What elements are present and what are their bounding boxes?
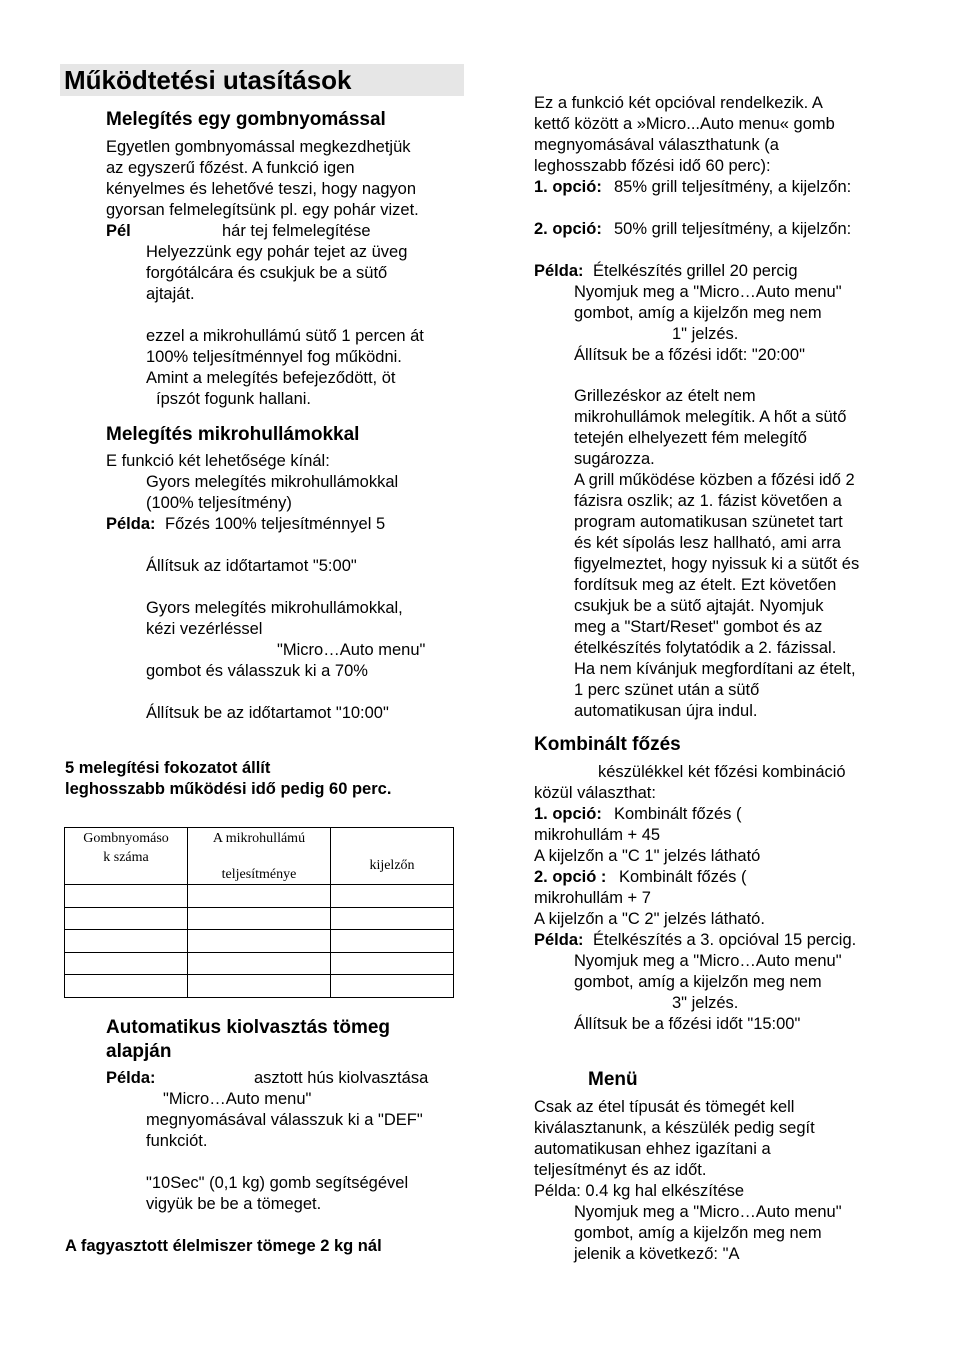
paragraph-line: kényelmes és lehetővé teszi, hogy nagyon bbox=[106, 180, 417, 198]
option-label: 1. opció: bbox=[534, 178, 602, 196]
table-cell bbox=[331, 930, 454, 953]
note-line: A fagyasztott élelmiszer tömege 2 kg nál bbox=[65, 1237, 382, 1255]
paragraph-line: mikrohullám + 45 bbox=[534, 826, 661, 844]
example-label: Példa: bbox=[534, 931, 584, 949]
note-line: 5 melegítési fokozatot állít bbox=[65, 759, 271, 777]
paragraph-line: Állítsuk be a főzési időt "15:00" bbox=[574, 1015, 801, 1033]
table-cell bbox=[188, 975, 331, 998]
paragraph-line: vigyük be be a tömeget. bbox=[146, 1195, 322, 1213]
option-label: 1. opció: bbox=[534, 805, 602, 823]
paragraph-line: ípszót fogunk hallani. bbox=[156, 390, 312, 408]
example-text: Főzés 100% teljesítménnyel 5 bbox=[165, 515, 386, 533]
paragraph-line: 1 perc szünet után a sütő bbox=[574, 681, 760, 699]
paragraph-line: csukjuk be a sütő ajtaját. Nyomjuk bbox=[574, 597, 824, 615]
paragraph-line: ajtaját. bbox=[146, 285, 195, 303]
paragraph-line: gombot, amíg a kijelzőn meg nem bbox=[574, 973, 822, 991]
table-cell bbox=[331, 885, 454, 908]
table-cell bbox=[331, 907, 454, 930]
paragraph-line: A grill működése közben a főzési idő 2 bbox=[574, 471, 855, 489]
paragraph-line: mikrohullám + 7 bbox=[534, 889, 651, 907]
example-label: Példa: bbox=[106, 1069, 156, 1087]
paragraph-line: Állítsuk be a főzési időt: "20:00" bbox=[574, 346, 805, 364]
paragraph-line: A kijelzőn a "C 1" jelzés látható bbox=[534, 847, 761, 865]
paragraph-line: Nyomjuk meg a "Micro…Auto menu" bbox=[574, 1203, 842, 1221]
paragraph-line: közül választhat: bbox=[534, 784, 656, 802]
table-row bbox=[65, 907, 454, 930]
table-cell bbox=[65, 930, 188, 953]
paragraph-line: teljesítményt és az időt. bbox=[534, 1161, 707, 1179]
paragraph-line: "Micro…Auto menu" bbox=[277, 641, 426, 659]
table-row bbox=[65, 952, 454, 975]
paragraph-line: Ha nem kívánjuk megfordítani az ételt, bbox=[574, 660, 856, 678]
paragraph-line: 3" jelzés. bbox=[672, 994, 739, 1012]
paragraph-line: Állítsuk be az időtartamot "10:00" bbox=[146, 704, 389, 722]
paragraph-line: meg a "Start/Reset" gombot és az bbox=[574, 618, 823, 636]
note-line: leghosszabb működési idő pedig 60 perc. bbox=[65, 780, 392, 798]
example-text: Ételkészítés grillel 20 percig bbox=[593, 262, 798, 280]
table-header-cell bbox=[331, 828, 454, 885]
heading-auto-defrost: Automatikus kiolvasztás tömeg bbox=[106, 1017, 391, 1038]
heading-combined-cooking: Kombinált főzés bbox=[534, 734, 681, 755]
paragraph-line: "10Sec" (0,1 kg) gomb segítségével bbox=[146, 1174, 409, 1192]
paragraph-line: ezzel a mikrohullámú sütő 1 percen át bbox=[146, 327, 424, 345]
table-cell bbox=[65, 975, 188, 998]
paragraph-line: Helyezzünk egy pohár tejet az üveg bbox=[146, 243, 408, 261]
paragraph-line: E funkció két lehetősége kínál: bbox=[106, 452, 330, 470]
table-row bbox=[65, 930, 454, 953]
paragraph-line: Gyors melegítés mikrohullámokkal bbox=[146, 473, 399, 491]
paragraph-line: jelenik a következő: "A bbox=[574, 1245, 740, 1263]
paragraph-line: Nyomjuk meg a "Micro…Auto menu" bbox=[574, 283, 842, 301]
example-text: Ételkészítés a 3. opcióval 15 percig. bbox=[593, 931, 857, 949]
paragraph-line: kettő között a »Micro...Auto menu« gomb bbox=[534, 115, 835, 133]
paragraph-line: automatikusan újra indul. bbox=[574, 702, 758, 720]
option-text: 50% grill teljesítmény, a kijelzőn: bbox=[614, 220, 852, 238]
paragraph-line: fordítsuk meg az ételt. Ezt követően bbox=[574, 576, 837, 594]
paragraph-line: kézi vezérléssel bbox=[146, 620, 263, 638]
paragraph-line: figyelmeztet, hogy nyissuk ki a sütőt és bbox=[574, 555, 860, 573]
table-row bbox=[65, 975, 454, 998]
paragraph-line: fázisra oszlik; az 1. fázist követően a bbox=[574, 492, 842, 510]
example-text: hár tej felmelegítése bbox=[222, 222, 371, 240]
paragraph-line: gyorsan felmelegítsünk pl. egy pohár vizet. bbox=[106, 201, 419, 219]
example-label: Példa: bbox=[106, 515, 156, 533]
heading-microwave-heating: Melegítés mikrohullámokkal bbox=[106, 424, 360, 445]
table-header-cell bbox=[188, 828, 331, 885]
paragraph-line: és két sípolás lesz hallható, ami arra bbox=[574, 534, 841, 552]
paragraph-line: Példa: 0.4 kg hal elkészítése bbox=[534, 1182, 745, 1200]
table-cell bbox=[65, 885, 188, 908]
paragraph-line: megnyomásával válasszuk ki a "DEF" bbox=[146, 1111, 423, 1129]
paragraph-line: Ez a funkció két opcióval rendelkezik. A bbox=[534, 94, 823, 112]
table-cell bbox=[331, 975, 454, 998]
table-cell bbox=[188, 952, 331, 975]
header-text: kijelzőn bbox=[369, 858, 415, 873]
paragraph-line: gombot, amíg a kijelzőn meg nem bbox=[574, 1224, 822, 1242]
paragraph-line: 1" jelzés. bbox=[672, 325, 739, 343]
paragraph-line: 100% teljesítménnyel fog működni. bbox=[146, 348, 402, 366]
paragraph-line: A kijelzőn a "C 2" jelzés látható. bbox=[534, 910, 765, 928]
table-cell bbox=[188, 885, 331, 908]
paragraph-line: gombot, amíg a kijelzőn meg nem bbox=[574, 304, 822, 322]
option-label: 2. opció: bbox=[534, 220, 602, 238]
paragraph-line: leghosszabb főzési idő 60 perc): bbox=[534, 157, 771, 175]
paragraph-line: Csak az étel típusát és tömegét kell bbox=[534, 1098, 795, 1116]
paragraph-line: készülékkel két főzési kombináció bbox=[598, 763, 846, 781]
header-text: Gombnyomáso bbox=[83, 831, 169, 846]
table-cell bbox=[188, 907, 331, 930]
paragraph-line: tetején elhelyezett fém melegítő bbox=[574, 429, 807, 447]
paragraph-line: ételkészítés folytatódik a 2. fázissal. bbox=[574, 639, 837, 657]
table-row bbox=[65, 885, 454, 908]
heading-menu: Menü bbox=[588, 1069, 638, 1090]
heading-one-touch-heating: Melegítés egy gombnyomással bbox=[106, 109, 386, 130]
option-text: Kombinált főzés ( bbox=[619, 868, 747, 886]
paragraph-line: Gyors melegítés mikrohullámokkal, bbox=[146, 599, 403, 617]
table-cell bbox=[65, 907, 188, 930]
header-text: teljesítménye bbox=[221, 867, 297, 882]
paragraph-line: automatikusan ehhez igazítani a bbox=[534, 1140, 771, 1158]
example-label: Példa: bbox=[534, 262, 584, 280]
option-label: 2. opció : bbox=[534, 868, 607, 886]
paragraph-line: gombot és válasszuk ki a 70% bbox=[146, 662, 368, 680]
page-title: Működtetési utasítások bbox=[64, 65, 352, 95]
example-label: Pél bbox=[106, 222, 131, 240]
paragraph-line: forgótálcára és csukjuk be a sütő bbox=[146, 264, 388, 282]
table-cell bbox=[188, 930, 331, 953]
power-level-table bbox=[64, 827, 454, 998]
paragraph-line: Állítsuk az időtartamot "5:00" bbox=[146, 557, 357, 575]
table-header-cell bbox=[65, 828, 188, 885]
paragraph-line: program automatikusan szünetet tart bbox=[574, 513, 843, 531]
table-cell bbox=[65, 952, 188, 975]
table-cell bbox=[331, 952, 454, 975]
option-text: Kombinált főzés ( bbox=[614, 805, 742, 823]
option-text: 85% grill teljesítmény, a kijelzőn: bbox=[614, 178, 852, 196]
paragraph-line: mikrohullámok melegítik. A hőt a sütő bbox=[574, 408, 847, 426]
header-text: k száma bbox=[103, 850, 149, 865]
paragraph-line: (100% teljesítmény) bbox=[146, 494, 292, 512]
paragraph-line: funkciót. bbox=[146, 1132, 208, 1150]
paragraph-line: Nyomjuk meg a "Micro…Auto menu" bbox=[574, 952, 842, 970]
paragraph-line: kiválasztanunk, a készülék pedig segít bbox=[534, 1119, 815, 1137]
paragraph-line: Egyetlen gombnyomással megkezdhetjük bbox=[106, 138, 411, 156]
table-header-row bbox=[65, 828, 454, 885]
paragraph-line: "Micro…Auto menu" bbox=[163, 1090, 312, 1108]
header-text: A mikrohullámú bbox=[212, 831, 306, 846]
example-text: asztott hús kiolvasztása bbox=[254, 1069, 429, 1087]
paragraph-line: megnyomásával választhatunk (a bbox=[534, 136, 779, 154]
paragraph-line: Amint a melegítés befejeződött, öt bbox=[146, 369, 396, 387]
heading-auto-defrost-line2: alapján bbox=[106, 1041, 172, 1062]
paragraph-line: Grillezéskor az ételt nem bbox=[574, 387, 756, 405]
paragraph-line: sugározza. bbox=[574, 450, 655, 468]
paragraph-line: az egyszerű főzést. A funkció igen bbox=[106, 159, 355, 177]
